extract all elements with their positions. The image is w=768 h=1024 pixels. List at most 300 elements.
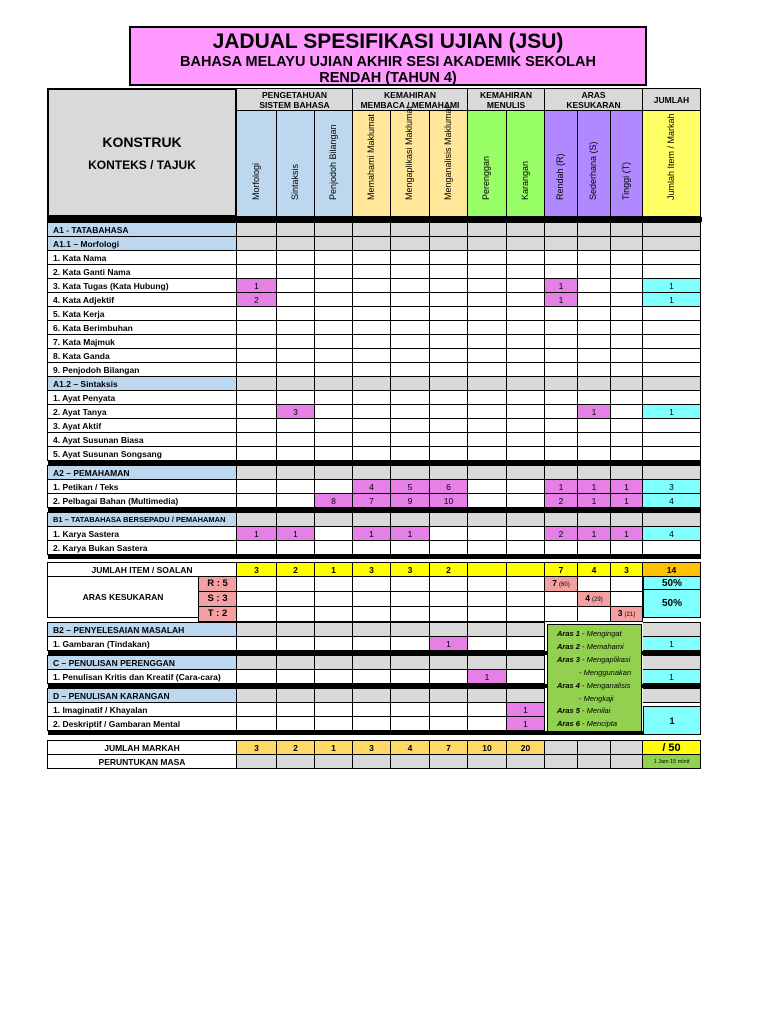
jumlah-item-cell: 3	[611, 563, 643, 577]
table-cell	[277, 447, 315, 461]
table-cell	[391, 419, 430, 433]
table-cell	[315, 513, 353, 527]
table-cell	[643, 237, 701, 251]
table-cell	[315, 321, 353, 335]
konstruk-title: KONSTRUK	[102, 134, 182, 150]
table-cell	[468, 349, 507, 363]
table-cell	[391, 447, 430, 461]
aras-cell	[315, 577, 353, 592]
table-cell	[353, 466, 391, 480]
table-cell	[430, 405, 468, 419]
table-cell: 4	[643, 494, 701, 508]
column-group-header	[544, 88, 643, 111]
table-cell	[545, 513, 578, 527]
table-cell	[545, 541, 578, 555]
jumlah-item-cell	[468, 563, 507, 577]
table-cell	[277, 279, 315, 293]
column-header-label: Penjodoh Bilangan	[327, 124, 338, 200]
konstruk-header	[47, 88, 237, 217]
table-cell	[315, 623, 353, 637]
table-row	[48, 279, 701, 293]
table-cell	[643, 623, 701, 637]
divider-row	[48, 555, 701, 560]
table-cell	[277, 670, 315, 684]
table-cell	[430, 391, 468, 405]
table-cell: 1	[391, 527, 430, 541]
table-cell	[315, 433, 353, 447]
table-cell	[237, 494, 277, 508]
table-cell	[578, 466, 611, 480]
aras-percent-sub: (29)	[592, 597, 603, 603]
table-row	[48, 391, 701, 405]
table-cell: 8	[315, 494, 353, 508]
table-cell	[468, 307, 507, 321]
table-cell	[277, 433, 315, 447]
aras-cell	[277, 592, 315, 607]
jumlah-item-row	[48, 563, 701, 577]
row-label: 7. Kata Majmuk	[48, 335, 237, 349]
table-cell	[277, 377, 315, 391]
table-cell	[468, 335, 507, 349]
jumlah-markah-cell: 7	[430, 741, 468, 755]
table-cell	[468, 419, 507, 433]
jumlah-markah-cell	[578, 741, 611, 755]
table-cell	[611, 293, 643, 307]
table-cell	[468, 237, 507, 251]
table-cell	[578, 307, 611, 321]
table-cell	[430, 541, 468, 555]
column-group-label: KEMAHIRAN	[384, 90, 436, 100]
column-group-sublabel: SISTEM BAHASA	[259, 100, 330, 110]
table-cell	[237, 689, 277, 703]
aras-cell	[578, 592, 611, 607]
aras-cell	[237, 592, 277, 607]
table-cell	[611, 223, 643, 237]
table-cell	[578, 447, 611, 461]
table-cell	[468, 623, 507, 637]
table-cell	[578, 335, 611, 349]
table-cell	[507, 480, 545, 494]
table-cell	[643, 391, 701, 405]
table-cell	[391, 293, 430, 307]
table-cell	[315, 363, 353, 377]
table-cell: 1	[643, 637, 701, 651]
table-cell	[391, 541, 430, 555]
jumlah-markah-cell: 1	[315, 741, 353, 755]
table-cell	[391, 377, 430, 391]
table-cell	[643, 265, 701, 279]
column-group-sublabel: MENULIS	[486, 100, 526, 110]
table-cell	[507, 447, 545, 461]
table-cell	[507, 377, 545, 391]
title-box	[129, 26, 647, 86]
table-cell: 1	[430, 637, 468, 651]
table-cell	[545, 251, 578, 265]
table-cell	[237, 265, 277, 279]
table-cell	[611, 363, 643, 377]
table-cell: 1	[578, 480, 611, 494]
row-label: 1. Gambaran (Tindakan)	[48, 637, 237, 651]
aras-cell	[468, 592, 507, 607]
table-cell	[430, 419, 468, 433]
table-cell	[353, 237, 391, 251]
table-cell	[237, 223, 277, 237]
column-header-label: Jumlah Item / Markah	[665, 113, 676, 200]
konteks-title: KONTEKS / TAJUK	[88, 158, 196, 172]
table-cell	[430, 363, 468, 377]
row-label: D – PENULISAN KARANGAN	[48, 689, 237, 703]
table-cell	[611, 433, 643, 447]
jumlah-markah-cell: 4	[391, 741, 430, 755]
table-cell	[430, 279, 468, 293]
table-cell	[277, 717, 315, 731]
table-cell: 6	[430, 480, 468, 494]
table-cell	[507, 293, 545, 307]
table-cell	[507, 223, 545, 237]
table-cell	[578, 513, 611, 527]
table-cell	[545, 321, 578, 335]
table-cell	[643, 419, 701, 433]
aras-kesukaran-label: ARAS KESUKARAN	[47, 576, 199, 618]
table-cell	[315, 307, 353, 321]
table-cell	[315, 527, 353, 541]
table-cell	[507, 513, 545, 527]
table-cell	[468, 466, 507, 480]
table-cell: 1	[643, 279, 701, 293]
aras-cell	[315, 592, 353, 607]
table-cell	[237, 363, 277, 377]
table-cell	[277, 623, 315, 637]
table-cell	[391, 265, 430, 279]
aras-percent-sub: (60)	[559, 582, 570, 588]
table-cell	[545, 265, 578, 279]
table-cell: 1	[611, 527, 643, 541]
peruntukan-cell	[545, 755, 578, 769]
row-label: 1. Karya Sastera	[48, 527, 237, 541]
table-cell	[507, 265, 545, 279]
peruntukan-cell	[507, 755, 545, 769]
table-cell	[468, 405, 507, 419]
table-cell	[353, 293, 391, 307]
column-group-label: JUMLAH	[653, 95, 690, 105]
table-cell	[315, 466, 353, 480]
table-cell	[430, 447, 468, 461]
row-label: 2. Pelbagai Bahan (Multimedia)	[48, 494, 237, 508]
aras-cell	[391, 592, 430, 607]
aras-cell	[391, 607, 430, 622]
table-cell	[391, 251, 430, 265]
table-cell	[643, 689, 701, 703]
table-cell	[545, 223, 578, 237]
table-cell	[468, 363, 507, 377]
table-cell	[430, 377, 468, 391]
table-cell: 5	[391, 480, 430, 494]
table-row	[48, 307, 701, 321]
table-cell	[507, 251, 545, 265]
table-cell	[643, 447, 701, 461]
table-cell	[430, 670, 468, 684]
table-cell	[545, 335, 578, 349]
table-cell: 1	[277, 527, 315, 541]
table-cell	[391, 637, 430, 651]
table-cell	[578, 279, 611, 293]
aras-cell	[237, 577, 277, 592]
table-cell	[611, 419, 643, 433]
table-cell	[391, 391, 430, 405]
table-cell	[315, 391, 353, 405]
jumlah-item-cell: 4	[578, 563, 611, 577]
aras-level-label: T : 2	[198, 607, 237, 622]
column-header-vertical	[467, 110, 507, 217]
table-cell	[643, 307, 701, 321]
table-cell	[507, 527, 545, 541]
table-cell	[643, 433, 701, 447]
table-cell	[315, 293, 353, 307]
table-cell: 1	[507, 703, 545, 717]
table-cell	[507, 391, 545, 405]
row-label: 1. Imaginatif / Khayalan	[48, 703, 237, 717]
table-cell	[545, 447, 578, 461]
table-cell	[545, 363, 578, 377]
table-cell	[353, 307, 391, 321]
jumlah-markah-cell: / 50	[643, 741, 701, 755]
table-cell: 1	[578, 405, 611, 419]
table-cell	[277, 321, 315, 335]
row-label: C – PENULISAN PERENGGAN	[48, 656, 237, 670]
table-cell	[507, 623, 545, 637]
section-row	[48, 223, 701, 237]
table-cell	[391, 307, 430, 321]
aras-cell	[611, 592, 643, 607]
table-cell	[507, 237, 545, 251]
jumlah-markah-cell	[611, 741, 643, 755]
table-cell	[237, 656, 277, 670]
table-cell: 4	[643, 527, 701, 541]
row-label: 4. Ayat Susunan Biasa	[48, 433, 237, 447]
table-cell: 1	[237, 279, 277, 293]
table-cell	[391, 237, 430, 251]
table-cell	[353, 447, 391, 461]
table-cell	[277, 494, 315, 508]
table-cell	[545, 349, 578, 363]
table-cell	[353, 717, 391, 731]
table-cell	[237, 541, 277, 555]
table-cell	[507, 637, 545, 651]
peruntukan-cell	[353, 755, 391, 769]
table-cell	[430, 223, 468, 237]
table-cell	[507, 349, 545, 363]
row-label: 1. Kata Nama	[48, 251, 237, 265]
table-cell: 1	[545, 293, 578, 307]
peruntukan-label: PERUNTUKAN MASA	[48, 755, 237, 769]
table-cell	[468, 265, 507, 279]
table-cell	[277, 293, 315, 307]
jumlah-markah-cell	[545, 741, 578, 755]
peruntukan-cell	[315, 755, 353, 769]
subtitle-line-2: RENDAH (TAHUN 4)	[319, 70, 457, 86]
table-cell	[353, 637, 391, 651]
aras-cell	[468, 607, 507, 622]
jumlah-item-cell	[507, 563, 545, 577]
table-cell	[545, 307, 578, 321]
table-cell	[578, 321, 611, 335]
aras-cell	[468, 577, 507, 592]
row-label: A1.1 – Morfologi	[48, 237, 237, 251]
table-cell	[430, 307, 468, 321]
subtitle-line-1: BAHASA MELAYU UJIAN AKHIR SESI AKADEMIK SEKOLAH	[180, 54, 596, 70]
table-cell	[643, 223, 701, 237]
row-label: 2. Deskriptif / Gambaran Mental	[48, 717, 237, 731]
table-cell	[237, 670, 277, 684]
table-cell	[545, 419, 578, 433]
column-header-vertical	[610, 110, 643, 217]
aras-count: 7	[552, 578, 558, 588]
table-cell	[277, 703, 315, 717]
table-cell	[391, 223, 430, 237]
jumlah-markah-row	[48, 741, 701, 755]
table-cell: 3	[277, 405, 315, 419]
table-cell	[545, 377, 578, 391]
table-cell	[430, 237, 468, 251]
row-label: 2. Ayat Tanya	[48, 405, 237, 419]
column-header-label: Tinggi (T)	[620, 161, 631, 200]
jumlah-item-cell: 3	[237, 563, 277, 577]
column-group-label: KEMAHIRAN	[480, 90, 532, 100]
table-cell	[611, 335, 643, 349]
table-cell	[237, 405, 277, 419]
spec-table-upper	[47, 222, 701, 559]
table-cell: 1	[611, 480, 643, 494]
table-cell	[468, 223, 507, 237]
legend-key: Aras 4	[557, 680, 580, 690]
table-cell	[353, 377, 391, 391]
table-cell	[611, 279, 643, 293]
table-row	[48, 494, 701, 508]
column-header-vertical	[642, 110, 701, 217]
table-cell	[315, 447, 353, 461]
column-group-header	[467, 88, 545, 111]
table-cell	[315, 377, 353, 391]
table-cell	[315, 237, 353, 251]
table-cell: 1	[643, 670, 701, 684]
table-cell	[430, 513, 468, 527]
peruntukan-cell	[578, 755, 611, 769]
legend-item	[557, 641, 641, 654]
table-cell	[468, 717, 507, 731]
table-cell	[315, 670, 353, 684]
table-cell	[545, 237, 578, 251]
table-cell: 10	[430, 494, 468, 508]
peruntukan-cell	[277, 755, 315, 769]
table-cell	[507, 419, 545, 433]
table-cell	[353, 623, 391, 637]
table-cell	[391, 433, 430, 447]
table-cell: 2	[545, 494, 578, 508]
table-cell	[391, 363, 430, 377]
table-cell	[611, 321, 643, 335]
jumlah-markah-label: JUMLAH MARKAH	[48, 741, 237, 755]
legend-text: - Mencipta	[582, 719, 618, 729]
aras-level-label: R : 5	[198, 577, 237, 592]
table-cell	[430, 623, 468, 637]
legend-key: Aras 5	[557, 706, 580, 716]
table-cell	[391, 656, 430, 670]
row-label: 4. Kata Adjektif	[48, 293, 237, 307]
table-cell: 7	[353, 494, 391, 508]
legend-text: - Menggunakan	[579, 667, 632, 677]
aras-cell	[578, 607, 611, 622]
table-cell	[391, 513, 430, 527]
jumlah-item-label: JUMLAH ITEM / SOALAN	[48, 563, 237, 577]
table-cell	[643, 541, 701, 555]
table-cell	[277, 480, 315, 494]
column-header-label: Sederhana (S)	[588, 141, 598, 200]
table-cell	[430, 703, 468, 717]
peruntukan-cell	[468, 755, 507, 769]
jumlah-markah-cell: 3	[237, 741, 277, 755]
aras-cell	[507, 607, 545, 622]
table-cell	[643, 466, 701, 480]
jumlah-markah-cell: 20	[507, 741, 545, 755]
table-row	[48, 363, 701, 377]
aras-percentage-2: 50%	[643, 589, 701, 618]
table-cell: 4	[353, 480, 391, 494]
table-row	[48, 265, 701, 279]
table-cell	[430, 335, 468, 349]
table-cell	[578, 223, 611, 237]
table-cell	[237, 637, 277, 651]
row-label: 1. Ayat Penyata	[48, 391, 237, 405]
jumlah-item-cell: 2	[430, 563, 468, 577]
aras-cell	[277, 577, 315, 592]
table-cell	[391, 703, 430, 717]
table-cell: 1	[578, 494, 611, 508]
table-cell	[611, 541, 643, 555]
table-cell	[611, 513, 643, 527]
table-cell	[315, 656, 353, 670]
table-cell	[578, 419, 611, 433]
aras-percent-sub: (21)	[624, 612, 636, 618]
table-cell	[468, 251, 507, 265]
row-label: 2. Karya Bukan Sastera	[48, 541, 237, 555]
table-row	[48, 527, 701, 541]
table-cell: 1	[545, 480, 578, 494]
column-group-label: ARAS	[581, 90, 606, 100]
aras-cell	[430, 577, 468, 592]
legend-item	[557, 680, 641, 693]
column-header-vertical	[544, 110, 578, 217]
legend-text: - Mengaplikasi	[582, 654, 631, 664]
aras-cell	[353, 577, 391, 592]
table-cell	[545, 391, 578, 405]
table-cell	[237, 335, 277, 349]
table-cell	[468, 703, 507, 717]
row-label: 1. Penulisan Kritis dan Kreatif (Cara-cara)	[48, 670, 237, 684]
column-header-label: Perenggan	[481, 155, 491, 200]
table-cell	[315, 223, 353, 237]
table-cell	[468, 527, 507, 541]
table-cell	[507, 466, 545, 480]
row-label: A2 – PEMAHAMAN	[48, 466, 237, 480]
table-cell	[468, 541, 507, 555]
table-cell	[237, 447, 277, 461]
table-cell	[611, 377, 643, 391]
aras-cell	[353, 607, 391, 622]
table-cell	[611, 447, 643, 461]
table-cell	[353, 251, 391, 265]
column-group-header	[642, 88, 701, 111]
table-cell	[578, 377, 611, 391]
